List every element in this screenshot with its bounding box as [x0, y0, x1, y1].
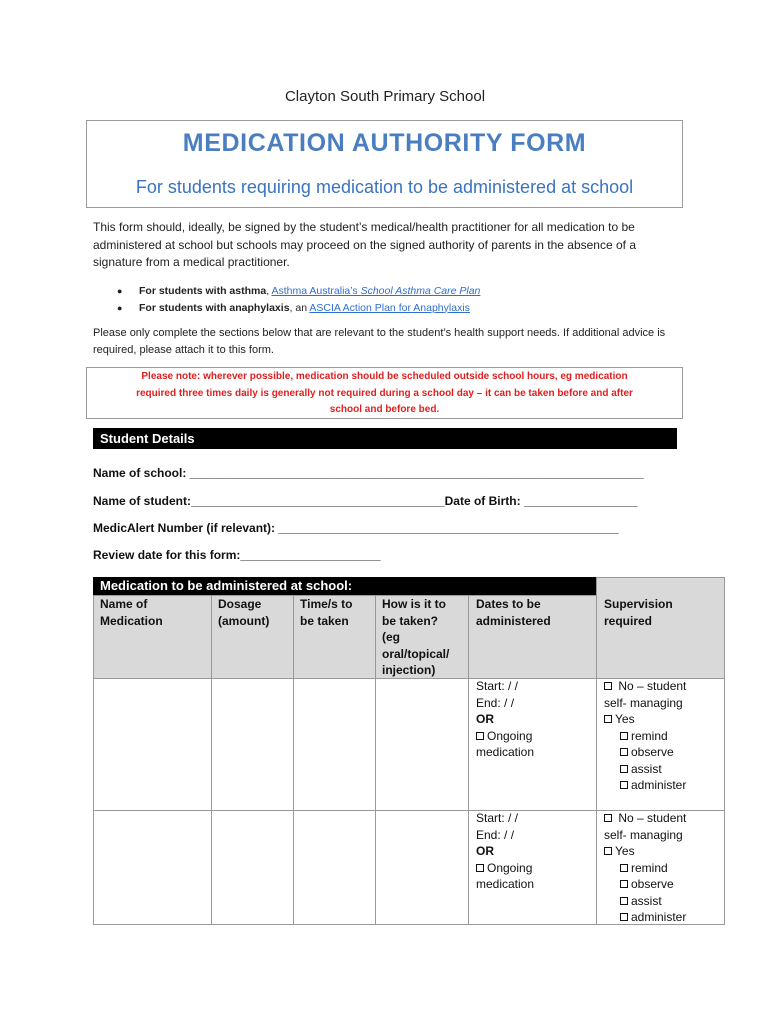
ongoing-checkbox[interactable]: [476, 864, 484, 872]
column-header-line: be taken?: [382, 613, 439, 628]
bullet-dot: ●: [117, 286, 123, 296]
medicalert-number-field[interactable]: MedicAlert Number (if relevant): ___________________________________________________: [93, 521, 619, 535]
column-header-text: [300, 596, 352, 629]
row2-supervision-text: [604, 810, 720, 926]
row2-opt-remind-label: remind: [631, 860, 668, 875]
row2-ongoing: [476, 860, 534, 877]
row1-ongoing-label: Ongoing: [487, 728, 533, 743]
row1-opt-remind-label: remind: [631, 728, 668, 743]
yes-checkbox[interactable]: [604, 715, 612, 723]
student-details-heading: Student Details: [93, 428, 677, 449]
row2-dosage-cell[interactable]: [211, 810, 294, 925]
row2-ongoing-label: Ongoing: [487, 860, 533, 875]
row1-time-cell[interactable]: [293, 678, 376, 811]
row1-sup-no-label: No – student: [618, 679, 687, 693]
row1-ongoing: [476, 728, 534, 745]
observe-checkbox[interactable]: [620, 748, 628, 756]
column-header-line: How is it to: [382, 597, 446, 611]
remind-checkbox[interactable]: [620, 732, 628, 740]
row1-opt-remind: [604, 728, 720, 745]
row2-time-cell[interactable]: [293, 810, 376, 925]
column-header-line: required: [604, 613, 653, 628]
column-header-text: [100, 596, 163, 629]
intro-paragraph: This form should, ideally, be signed by the student’s medical/health practitioner for all medication to be administered at school but schools may proceed on the signed authority of parents in the absence of a signature from a medical practitioner.: [93, 220, 636, 269]
row1-sup-no: [604, 678, 720, 695]
row1-dates-text: [476, 678, 534, 761]
asthma-link-prefix: Asthma Australia’s: [271, 285, 361, 297]
note-line: Please note: wherever possible, medication should be scheduled outside school hours, eg medication: [141, 371, 628, 382]
row2-opt-administer: [604, 909, 720, 926]
column-header-text: [476, 596, 551, 629]
asthma-link-italic: School Asthma Care Plan: [360, 285, 481, 297]
bullet-list: [117, 283, 480, 316]
row1-opt-administer-label: administer: [631, 778, 687, 792]
title-box: [86, 120, 683, 208]
row1-opt-administer: [604, 777, 720, 794]
assist-checkbox[interactable]: [620, 765, 628, 773]
column-header-line: Supervision: [604, 597, 673, 611]
asthma-plan-link[interactable]: [271, 285, 480, 297]
row2-sup-yes-label: Yes: [615, 844, 635, 858]
row1-name-cell[interactable]: [93, 678, 212, 811]
note-line: required three times daily is generally not required during a school day – it can be taken before and after: [136, 387, 633, 399]
row2-opt-observe: [604, 876, 720, 893]
row2-start: Start: / /: [476, 811, 519, 825]
row2-dates-text: [476, 810, 534, 893]
column-header-text: [604, 596, 673, 629]
row2-ongoing-label2: medication: [476, 877, 535, 891]
no-checkbox[interactable]: [604, 814, 612, 822]
row1-start: Start: / /: [476, 679, 519, 693]
row2-opt-remind: [604, 860, 720, 877]
row1-sup-no-label2: self- managing: [604, 695, 683, 710]
please-note-box: [86, 367, 683, 419]
column-header-line: injection): [382, 663, 436, 677]
note-line: school and before bed.: [329, 404, 440, 415]
row1-opt-observe-label: observe: [631, 745, 674, 759]
row1-or: OR: [476, 712, 494, 726]
administer-checkbox[interactable]: [620, 913, 628, 921]
column-header-line: administered: [476, 613, 551, 628]
column-header-line: (eg: [382, 630, 400, 644]
column-header-line: oral/topical/: [382, 646, 450, 661]
row1-sup-yes-label: Yes: [615, 712, 635, 726]
row2-end: End: / /: [476, 827, 515, 842]
observe-checkbox[interactable]: [620, 880, 628, 888]
bullet-anaphylaxis-bold: For students with anaphylaxis: [139, 301, 290, 314]
name-of-student-field[interactable]: Name of student:______________________________________Date of Birth: _________________: [93, 494, 638, 508]
medication-heading-label: Medication to be administered at school:: [100, 578, 353, 593]
bullet-anaphylaxis-sep: , an: [289, 301, 310, 314]
row2-sup-no-label2: self- managing: [604, 827, 683, 842]
remind-checkbox[interactable]: [620, 864, 628, 872]
bullet-asthma-bold: For students with asthma: [139, 285, 267, 297]
row1-sup-yes: [604, 711, 720, 728]
bullet-anaphylaxis: [117, 300, 480, 317]
review-date-field[interactable]: Review date for this form:_____________________: [93, 548, 381, 562]
column-header-line: Name of: [100, 597, 148, 611]
row1-end: End: / /: [476, 695, 515, 710]
bullet-asthma: [117, 283, 480, 300]
row2-opt-observe-label: observe: [631, 877, 674, 891]
column-header-line: be taken: [300, 613, 349, 628]
school-name: Clayton South Primary School: [284, 88, 486, 105]
column-header-line: Dates to be: [476, 597, 541, 611]
row2-sup-yes: [604, 843, 720, 860]
row2-sup-no-label: No – student: [618, 811, 687, 825]
row1-ongoing-label2: medication: [476, 745, 535, 759]
row1-supervision-text: [604, 678, 720, 794]
name-of-school-field[interactable]: Name of school: ____________________________________________________________________: [93, 466, 644, 480]
row1-opt-assist: [604, 761, 720, 778]
column-header-text: [218, 596, 269, 629]
column-header-line: (amount): [218, 613, 270, 628]
row2-name-cell[interactable]: [93, 810, 212, 925]
bullet-asthma-sep: ,: [266, 285, 272, 297]
row2-or: OR: [476, 844, 494, 858]
form-subtitle: For students requiring medication to be administered at school: [135, 177, 634, 197]
administer-checkbox[interactable]: [620, 781, 628, 789]
row1-dosage-cell[interactable]: [211, 678, 294, 811]
row1-opt-assist-label: assist: [631, 761, 662, 776]
anaphylaxis-plan-link[interactable]: ASCIA Action Plan for Anaphylaxis: [309, 301, 470, 314]
row2-opt-administer-label: administer: [631, 910, 687, 924]
no-checkbox[interactable]: [604, 682, 612, 690]
column-header-line: Medication: [100, 613, 163, 628]
assist-checkbox[interactable]: [620, 897, 628, 905]
row2-sup-no: [604, 810, 720, 827]
column-header-line: Dosage: [218, 597, 262, 611]
row2-how-cell[interactable]: [375, 810, 469, 925]
row1-opt-observe: [604, 744, 720, 761]
advice-paragraph: Please only complete the sections below that are relevant to the student’s health support needs. If additional advice is required, please attach it to this form.: [93, 327, 666, 356]
column-header-line: Time/s to: [300, 597, 353, 611]
form-title: MEDICATION AUTHORITY FORM: [182, 129, 587, 157]
bullet-dot: ●: [117, 302, 123, 313]
yes-checkbox[interactable]: [604, 847, 612, 855]
column-header-text: [382, 596, 449, 679]
row1-how-cell[interactable]: [375, 678, 469, 811]
row2-opt-assist: [604, 893, 720, 910]
row2-opt-assist-label: assist: [631, 893, 662, 908]
ongoing-checkbox[interactable]: [476, 732, 484, 740]
